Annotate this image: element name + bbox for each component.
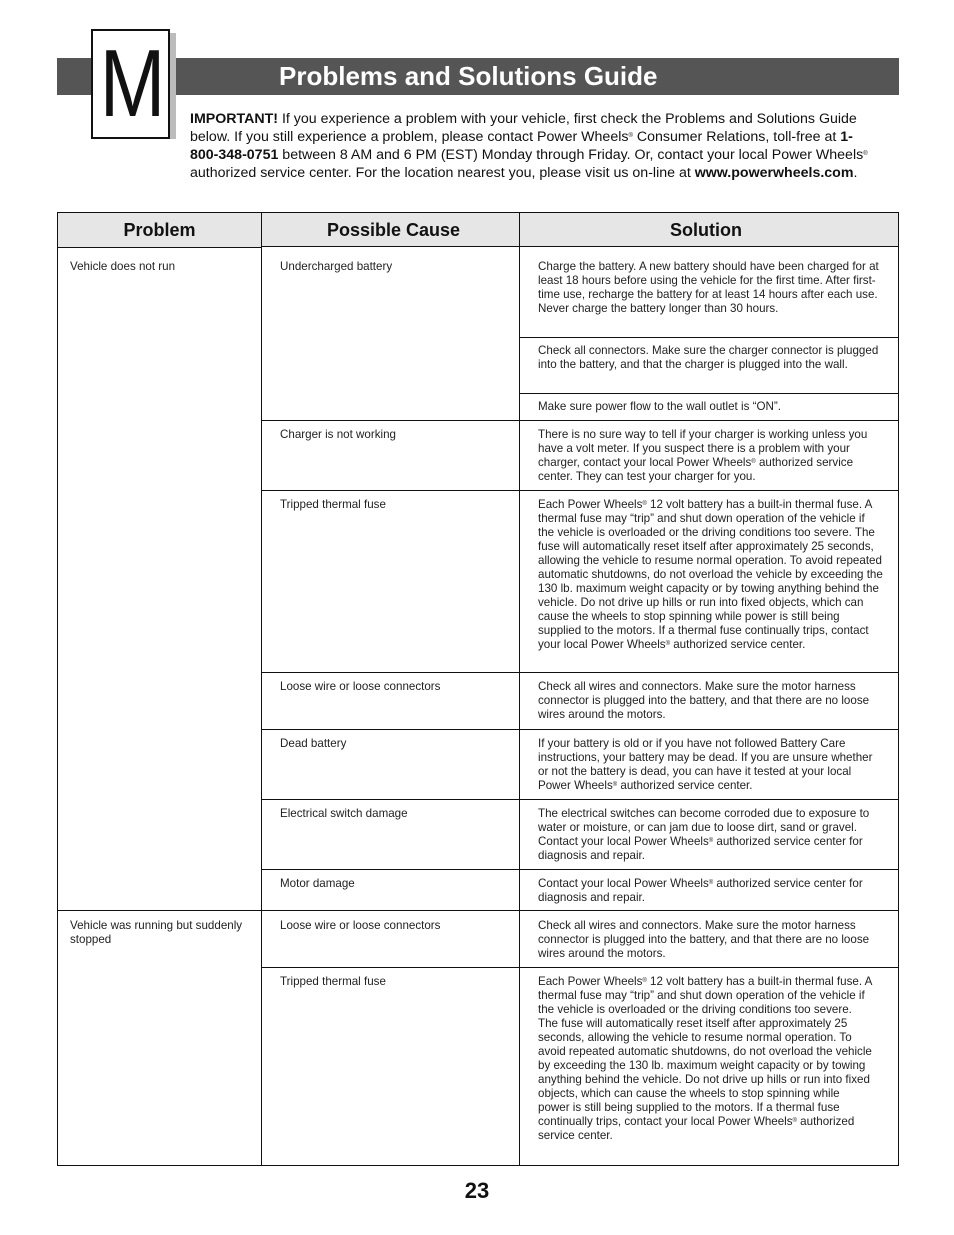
row-divider: [262, 967, 898, 968]
cause-cell: Electrical switch damage: [280, 807, 408, 820]
header-problem: Problem: [58, 213, 261, 248]
row-divider: [520, 337, 898, 338]
solution-cell: [538, 975, 873, 1143]
solution-text: 12 volt battery has a built-in thermal fuse. A thermal fuse may “trip” and shut down operation of the vehicle if the vehicle is overloaded or the driving conditions too severe. The fuse will automatically reset itself after approximately 25 seconds, allowing the vehicle to resume normal operation. To avoid repeated automatic shutdowns, do not overload the vehicle by exceeding the 130 lb. maximum weight capacity or by towing anything behind the vehicle. Do not drive up hills or run into fixed objects, which can cause the wheels to stop spinning while power is still being supplied to the motors. If a thermal fuse continually trips, contact your local Power Wheels: [538, 975, 872, 1128]
solution-cell: [538, 737, 883, 793]
cause-cell: Tripped thermal fuse: [280, 498, 386, 511]
cause-cell: Tripped thermal fuse: [280, 975, 386, 988]
page-number: 23: [464, 1178, 490, 1203]
solution-text: If your battery is old or if you have not followed Battery Care instructions, your battery may be dead. If you are unsure whether or not the battery is dead, you can have it tested at your local Power Wheels: [538, 737, 873, 792]
intro-text-4: authorized service center. For the location nearest you, please visit us on-line at: [190, 165, 695, 181]
registered-mark: ®: [863, 151, 868, 157]
solution-text: authorized service center for diagnosis and repair.: [538, 877, 863, 904]
row-divider: [262, 869, 898, 870]
registered-mark: ®: [642, 501, 647, 507]
registered-mark: ®: [792, 1118, 797, 1124]
page-title: Problems and Solutions Guide: [279, 61, 658, 91]
website-link[interactable]: www.powerwheels.com: [694, 165, 854, 181]
intro-text-1: If you experience a problem with your vehicle, first check the Problems and Solutions Guide below. If you still experience a problem, please contact Power Wheels: [190, 111, 857, 145]
row-divider: [520, 393, 898, 394]
row-divider: [262, 729, 898, 730]
cause-cell: Charger is not working: [280, 428, 396, 441]
registered-mark: ®: [708, 838, 714, 844]
column-divider: [519, 213, 520, 1165]
solution-text: There is no sure way to tell if your charger is working unless you have a volt meter. If you suspect there is a problem with your charger, contact your local Power Wheels: [538, 428, 868, 469]
section-letter: M: [99, 30, 163, 137]
solution-cell: [538, 498, 883, 652]
title-bar: [57, 58, 899, 95]
registered-mark: ®: [708, 880, 714, 886]
solution-cell: Check all wires and connectors. Make sure the motor harness connector is plugged into the battery, and that there are no loose wires around the motors.: [538, 919, 870, 960]
solution-cell: Check all wires and connectors. Make sure the motor harness connector is plugged into the battery, and that there are no loose wires around the motors.: [538, 680, 870, 721]
cause-cell: Motor damage: [280, 877, 355, 890]
intro-text-5: .: [853, 165, 858, 181]
intro-text-3: between 8 AM and 6 PM (EST) Monday through Friday. Or, contact your local Power Wheels: [278, 147, 864, 163]
row-divider: [262, 672, 898, 673]
cause-cell: Loose wire or loose connectors: [280, 919, 441, 932]
phone-number: 1-800-348-0751: [190, 129, 853, 163]
registered-mark: ®: [642, 978, 647, 984]
solution-text: authorized service center.: [617, 779, 753, 792]
cause-cell: Dead battery: [280, 737, 347, 750]
solution-text: Each Power Wheels: [538, 975, 643, 988]
header-solution: Solution: [520, 213, 898, 247]
cause-cell: Undercharged battery: [280, 260, 393, 273]
solution-text: Each Power Wheels: [538, 498, 643, 511]
registered-mark: ®: [612, 782, 618, 788]
intro-lead: IMPORTANT!: [190, 111, 278, 127]
row-divider: [262, 420, 898, 421]
section-tab: [91, 29, 170, 139]
solution-text: 12 volt battery has a built-in thermal fuse. A thermal fuse may “trip” and shut down operation of the vehicle if the vehicle is overloaded or the driving conditions too severe. The fuse will automatically reset itself after approximately 25 seconds, allowing the vehicle to resume normal operation. To avoid repeated automatic shutdowns, do not overload the vehicle by exceeding the 130 lb. maximum weight capacity or by towing anything behind the vehicle. Do not drive up hills or run into fixed objects, which can cause the wheels to stop spinning while power is still being supplied to the motors. If a thermal fuse continually trips, contact your local Power Wheels: [538, 498, 883, 651]
solution-cell: Charge the battery. A new battery should have been charged for at least 18 hours before using the vehicle for the first time. After first-time use, recharge the battery for at least 14 hours after each use. Never charge the battery longer than 30 hours.: [538, 260, 879, 315]
row-divider: [58, 910, 898, 911]
solution-cell: [538, 428, 883, 484]
cause-cell: Loose wire or loose connectors: [280, 680, 441, 693]
header-possible-cause: Possible Cause: [262, 213, 519, 247]
registered-mark: ®: [628, 133, 633, 139]
solution-text: authorized service center for diagnosis and repair.: [538, 835, 863, 862]
row-divider: [262, 490, 898, 491]
intro-text-2: Consumer Relations, toll-free at: [632, 129, 841, 145]
intro-paragraph: [190, 110, 880, 182]
solution-cell: [538, 807, 883, 863]
problem-cell: Vehicle was running but suddenly stopped: [70, 919, 243, 946]
solution-cell: Check all connectors. Make sure the charger connector is plugged into the battery, and that the charger is plugged into the wall.: [538, 344, 879, 371]
solution-text: The electrical switches can become corroded due to exposure to water or moisture, or can jam due to loose dirt, sand or gravel. Contact your local Power Wheels: [538, 807, 870, 848]
solution-cell: [538, 877, 883, 905]
solution-text: authorized service center.: [670, 638, 806, 651]
row-divider: [262, 799, 898, 800]
registered-mark: ®: [751, 459, 756, 465]
solution-text: authorized service center. They can test your charger for you.: [538, 456, 854, 483]
column-divider: [261, 213, 262, 1165]
registered-mark: ®: [665, 641, 671, 647]
problem-cell: Vehicle does not run: [70, 260, 176, 273]
solution-text: Contact your local Power Wheels: [538, 877, 709, 890]
problems-table: [57, 212, 899, 1166]
solution-cell: Make sure power flow to the wall outlet is “ON”.: [538, 400, 781, 413]
solution-text: authorized service center.: [538, 1115, 855, 1142]
